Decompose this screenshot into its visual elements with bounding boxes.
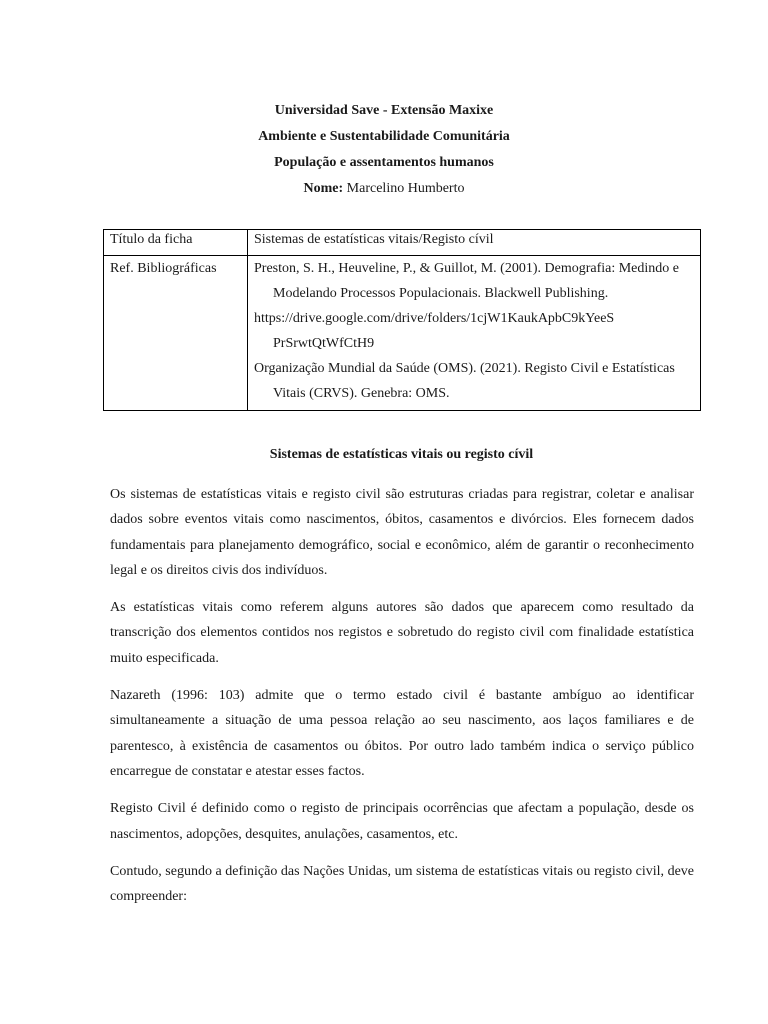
reference-link[interactable]: https://drive.google.com/drive/folders/1cjW1KaukApbC9kYeeS PrSrwtQtWfCtH9 [254,311,615,351]
paragraph: Contudo, segundo a definição das Nações Unidas, um sistema de estatísticas vitais ou registo civil, deve compreender: [110,863,694,905]
student-name-line [0,179,768,205]
ficha-table [103,229,701,411]
paragraph: As estatísticas vitais como referem alguns autores são dados que aparecem como resultado da transcrição dos elementos contidos nos registos e sobretudo do registo civil com finalidade estatística muito especificada. [110,600,694,666]
reference-entry: Preston, S. H., Heuveline, P., & Guillot, M. (2001). Demografia: Medindo e Modelando Processos Populacionais. Blackwell Publishing. [254,261,680,301]
table-row [104,230,701,256]
reference-entry: Organização Mundial da Saúde (OMS). (2021). Registo Civil e Estatísticas Vitais (CRVS). Genebra: OMS. [254,361,675,401]
university-name: Universidad Save - Extensão Maxixe [274,103,494,118]
name-label: Nome: [303,181,344,196]
body-text [110,482,694,921]
paragraph: Os sistemas de estatísticas vitais e registo civil são estruturas criadas para registrar, coletar e analisar dados sobre eventos vitais como nascimentos, óbitos, casamentos e divórcios. Eles fornecem dados fundamentais para planejamento demográfico, social e econômico, além de garantir o reconhecimento legal e os direitos civis dos indivíduos. [110,487,694,578]
title-value-cell: Sistemas de estatísticas vitais/Registo cívil [248,230,701,256]
document-header [0,101,768,205]
section-title: Sistemas de estatísticas vitais ou registo cívil [269,447,534,462]
ref-value-cell [248,256,701,411]
title-label-cell: Título da ficha [104,230,248,256]
paragraph: Registo Civil é definido como o registo de principais ocorrências que afectam a população, desde os nascimentos, adopções, desquites, anulações, casamentos, etc. [110,801,694,842]
ref-label-cell: Ref. Bibliográficas [104,256,248,411]
topic-title: População e assentamentos humanos [274,155,494,170]
name-value: Marcelino Humberto [343,181,465,196]
course-name: Ambiente e Sustentabilidade Comunitária [258,129,510,144]
table-row [104,256,701,411]
paragraph: Nazareth (1996: 103) admite que o termo estado civil é bastante ambíguo ao identificar simultaneamente a situação de uma pessoa relação ao seu nascimento, aos laços familiares e de parentesco, à existência de casamentos ou óbitos. Por outro lado também indica o serviço público encarregue de constatar e atestar esses factos. [110,688,694,779]
